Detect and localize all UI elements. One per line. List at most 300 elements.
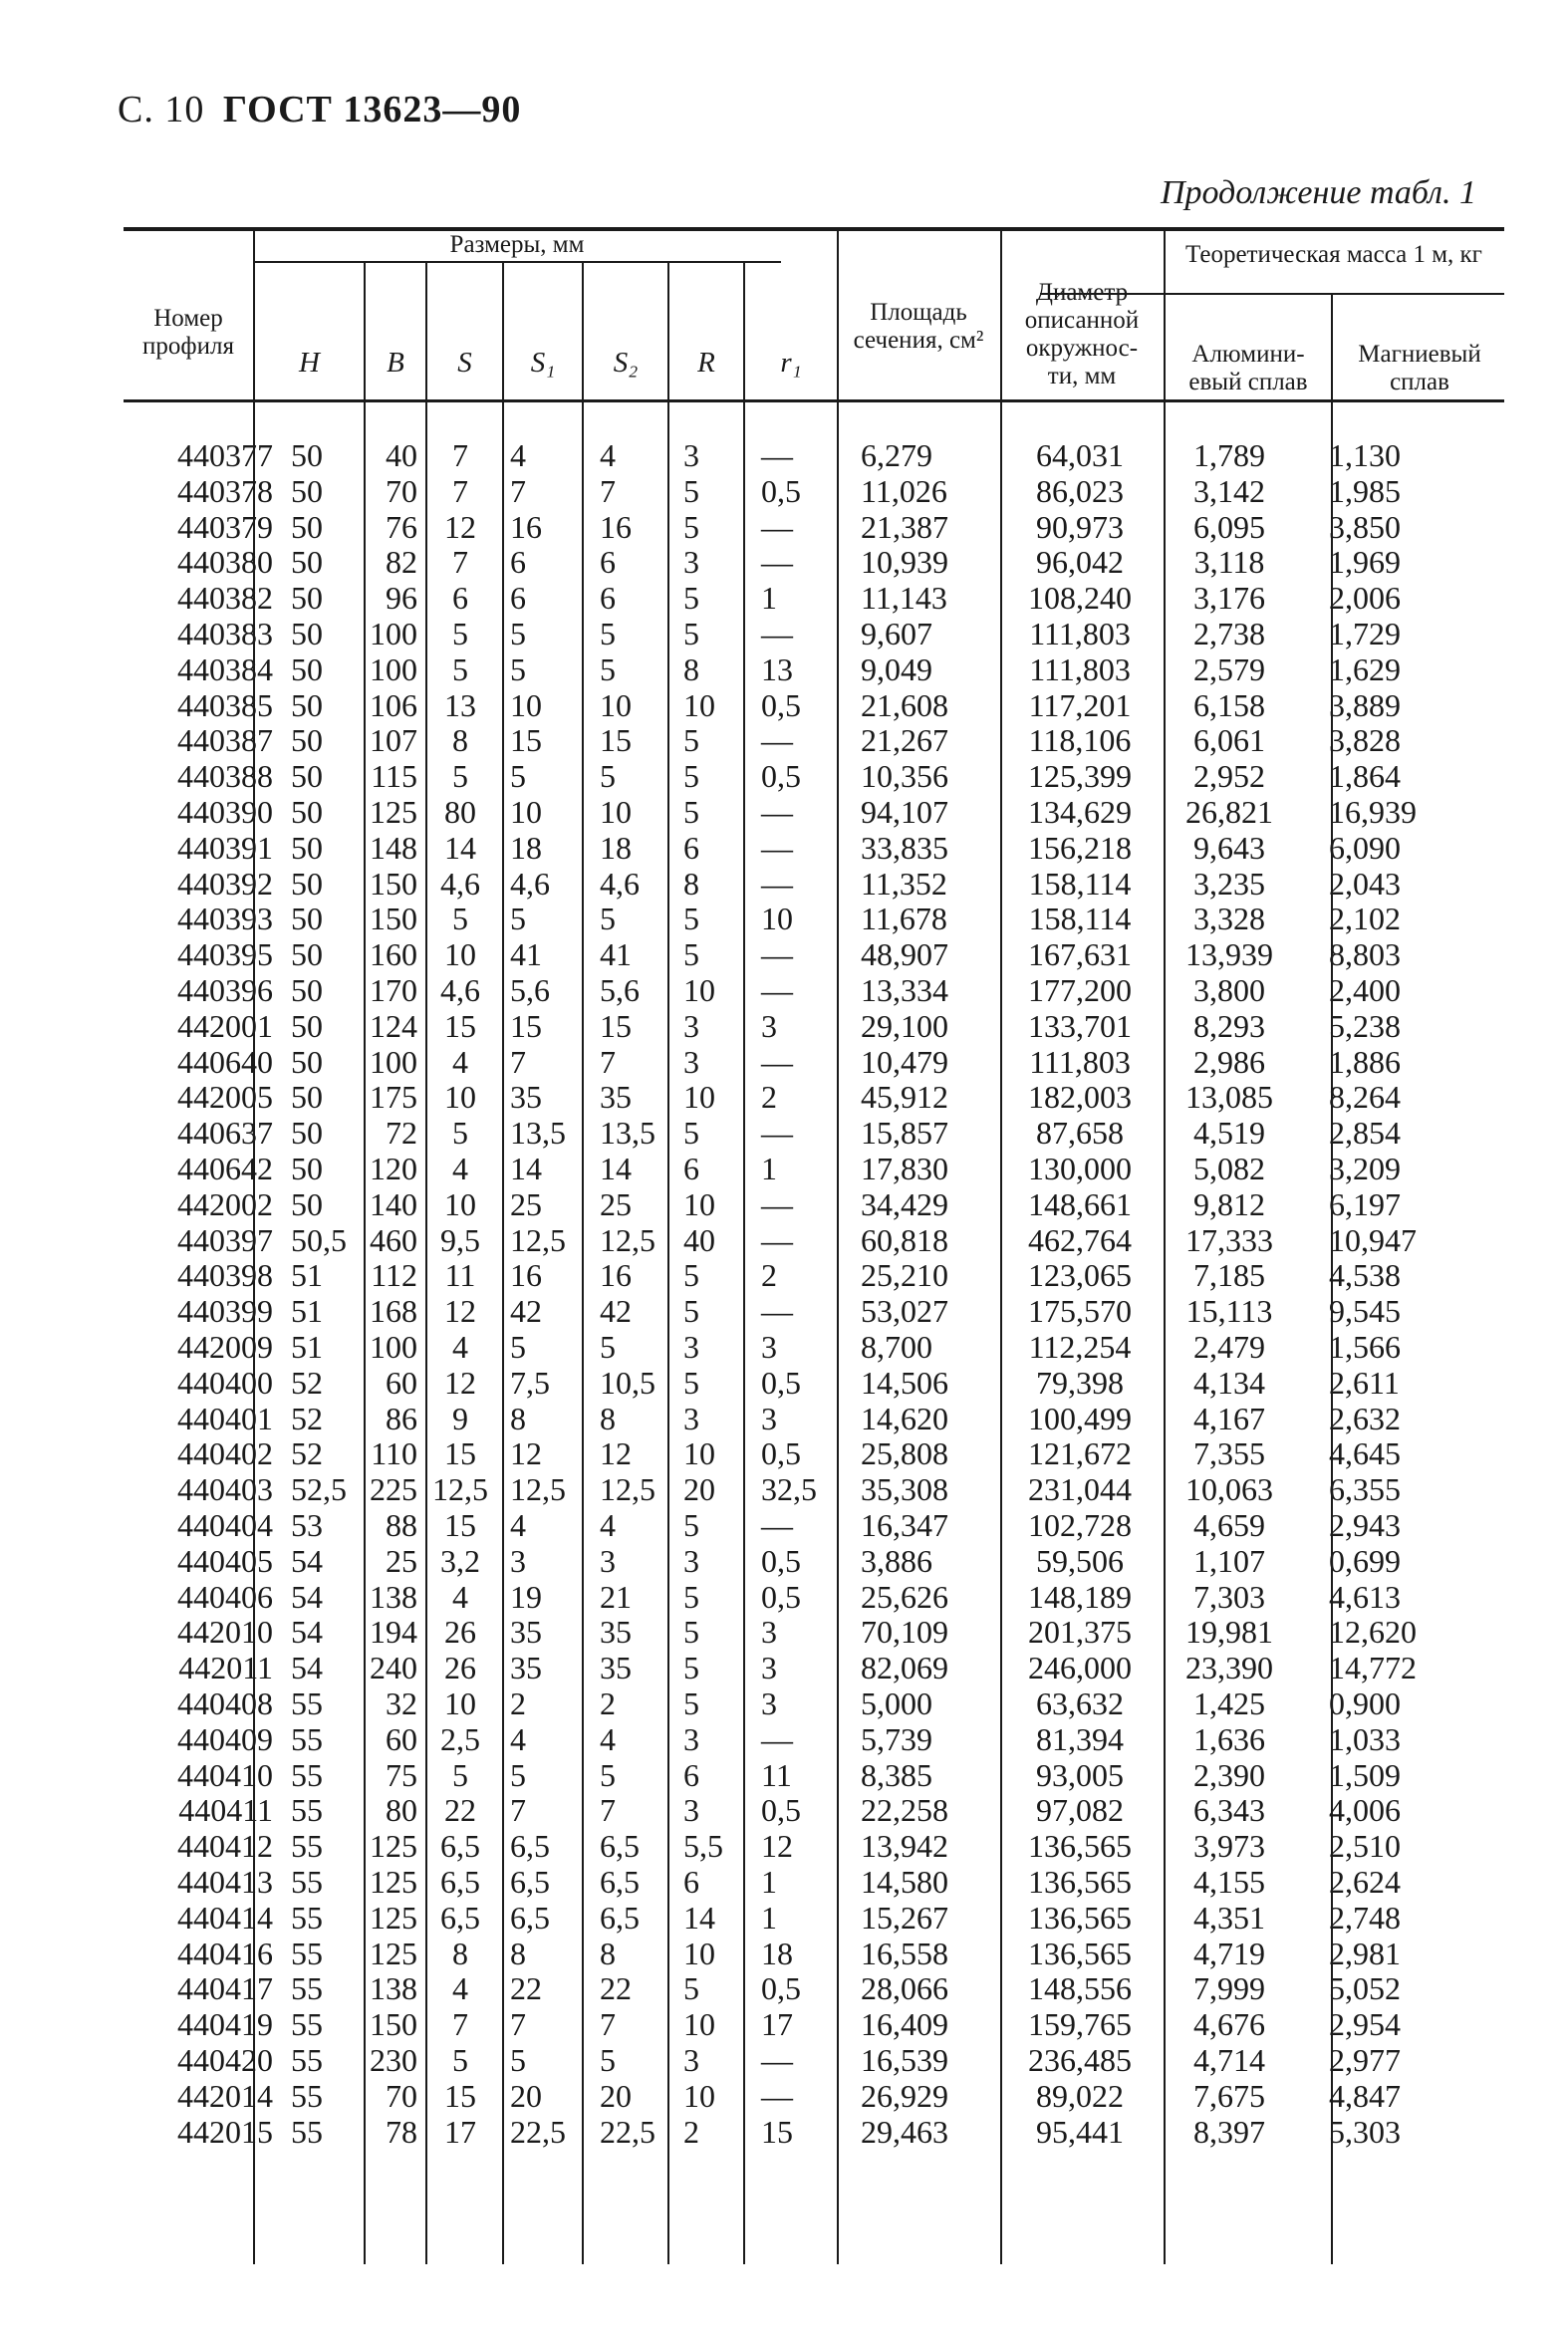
cell-s2: 10: [600, 794, 632, 830]
profile-number: 440401: [177, 1400, 273, 1436]
cell-s1: 3: [510, 1542, 526, 1579]
cell-s2: 22: [600, 1970, 632, 2007]
cell-r: 5: [683, 1364, 699, 1401]
cell-r1: —: [761, 544, 793, 581]
cell-r: 5: [683, 1115, 699, 1152]
cell-h: 55: [291, 1970, 323, 2007]
cell-s: 6,5: [440, 1828, 480, 1865]
cell-mass-magnesium: 10,947: [1329, 1221, 1417, 1258]
profile-number: 440414: [177, 1899, 273, 1936]
cell-mass-aluminum: 19,981: [1185, 1614, 1273, 1651]
cell-h: 50: [291, 936, 323, 973]
cell-r: 10: [683, 1935, 715, 1971]
cell-diameter: 86,023: [1036, 472, 1124, 509]
cell-r: 3: [683, 2042, 699, 2078]
header-H: H: [299, 347, 320, 379]
cell-diameter: 134,629: [1028, 794, 1132, 830]
cell-diameter: 87,658: [1036, 1115, 1124, 1152]
cell-s: 26: [444, 1614, 476, 1651]
cell-s2: 7: [600, 1043, 616, 1080]
cell-h: 53: [291, 1507, 323, 1543]
cell-h: 50: [291, 758, 323, 795]
cell-s2: 18: [600, 829, 632, 866]
cell-diameter: 102,728: [1028, 1507, 1132, 1543]
header-aluminum: Алюмини- евый сплав: [1188, 341, 1308, 395]
cell-mass-magnesium: 1,985: [1329, 472, 1401, 509]
cell-diameter: 64,031: [1036, 437, 1124, 473]
cell-r: 20: [683, 1471, 715, 1508]
cell-mass-magnesium: 4,538: [1329, 1257, 1401, 1294]
table-row: [124, 795, 1504, 831]
cell-diameter: 236,485: [1028, 2042, 1132, 2078]
cell-r: 3: [683, 1542, 699, 1579]
table-row: [124, 1436, 1504, 1472]
cell-s2: 4: [600, 1507, 616, 1543]
cell-s1: 5: [510, 758, 526, 795]
cell-mass-aluminum: 1,425: [1193, 1685, 1265, 1721]
cell-s: 6: [452, 580, 468, 617]
table-row: [124, 1971, 1504, 2007]
cell-h: 50: [291, 794, 323, 830]
cell-b: 106: [370, 686, 417, 723]
cell-r: 5: [683, 1685, 699, 1721]
cell-area: 60,818: [861, 1221, 948, 1258]
cell-s1: 13,5: [510, 1115, 566, 1152]
cell-s2: 5,6: [600, 972, 640, 1008]
header-r1: r₁: [780, 347, 802, 379]
table-row: [124, 831, 1504, 867]
cell-mass-magnesium: 1,864: [1329, 758, 1401, 795]
profile-number: 440399: [177, 1293, 273, 1330]
cell-b: 125: [370, 1899, 417, 1936]
cell-b: 100: [370, 616, 417, 651]
cell-area: 10,479: [861, 1043, 948, 1080]
cell-r: 6: [683, 1864, 699, 1900]
cell-r1: 17: [761, 2006, 793, 2043]
cell-r: 5: [683, 1614, 699, 1651]
cell-s1: 4: [510, 1507, 526, 1543]
cell-h: 50: [291, 901, 323, 937]
cell-mass-magnesium: 3,209: [1329, 1151, 1401, 1186]
profile-number: 440419: [177, 2006, 273, 2043]
cell-b: 100: [370, 1329, 417, 1365]
table-row: [124, 1544, 1504, 1580]
cell-h: 55: [291, 1685, 323, 1721]
cell-b: 125: [370, 1935, 417, 1971]
cell-b: 70: [386, 472, 417, 509]
cell-mass-magnesium: 1,130: [1329, 437, 1401, 473]
cell-mass-aluminum: 7,355: [1193, 1435, 1265, 1472]
cell-b: 175: [370, 1079, 417, 1116]
table-row: [124, 1937, 1504, 1972]
cell-r1: —: [761, 1720, 793, 1757]
table-row: [124, 1722, 1504, 1758]
cell-area: 28,066: [861, 1970, 948, 2007]
cell-area: 15,267: [861, 1899, 948, 1936]
cell-b: 60: [386, 1364, 417, 1401]
cell-s2: 5: [600, 616, 616, 651]
cell-mass-aluminum: 2,952: [1193, 758, 1265, 795]
cell-diameter: 89,022: [1036, 2077, 1124, 2114]
cell-mass-aluminum: 3,973: [1193, 1828, 1265, 1865]
cell-s2: 25: [600, 1185, 632, 1222]
cell-h: 55: [291, 2006, 323, 2043]
cell-s1: 22,5: [510, 2113, 566, 2150]
cell-area: 11,143: [861, 580, 947, 617]
cell-s1: 5,6: [510, 972, 550, 1008]
cell-mass-magnesium: 2,043: [1329, 865, 1401, 902]
cell-s2: 5: [600, 758, 616, 795]
header-dimensions: Размеры, мм: [449, 231, 585, 258]
cell-s1: 4: [510, 437, 526, 473]
cell-s1: 7: [510, 1792, 526, 1829]
cell-s1: 5: [510, 901, 526, 937]
cell-b: 100: [370, 650, 417, 687]
cell-r: 5: [683, 508, 699, 545]
cell-mass-magnesium: 2,748: [1329, 1899, 1401, 1936]
cell-s: 4,6: [440, 972, 480, 1008]
cell-area: 48,907: [861, 936, 948, 973]
cell-s2: 6,5: [600, 1899, 640, 1936]
cell-diameter: 133,701: [1028, 1007, 1132, 1044]
cell-s2: 7: [600, 1792, 616, 1829]
cell-diameter: 182,003: [1028, 1079, 1132, 1116]
cell-s: 14: [444, 829, 476, 866]
cell-s1: 10: [510, 686, 542, 723]
cell-mass-magnesium: 9,545: [1329, 1293, 1401, 1330]
cell-r: 10: [683, 2077, 715, 2114]
cell-s2: 10,5: [600, 1364, 655, 1401]
profile-number: 440420: [177, 2042, 273, 2078]
cell-mass-magnesium: 1,566: [1329, 1329, 1401, 1365]
cell-r: 5: [683, 722, 699, 759]
cell-h: 55: [291, 2042, 323, 2078]
cell-h: 50: [291, 544, 323, 581]
table-row: [124, 1758, 1504, 1794]
cell-r1: 3: [761, 1400, 777, 1436]
cell-area: 29,463: [861, 2113, 948, 2150]
cell-mass-aluminum: 4,676: [1193, 2006, 1265, 2043]
cell-mass-magnesium: 2,632: [1329, 1400, 1401, 1436]
cell-mass-magnesium: 12,620: [1329, 1614, 1417, 1651]
table-row: [124, 759, 1504, 795]
cell-area: 82,069: [861, 1650, 948, 1686]
page-number: С. 10: [118, 89, 205, 130]
table-row: [124, 688, 1504, 724]
cell-h: 54: [291, 1614, 323, 1651]
cell-s2: 15: [600, 722, 632, 759]
profile-number: 440391: [177, 829, 273, 866]
cell-area: 10,939: [861, 544, 948, 581]
cell-b: 96: [386, 580, 417, 617]
cell-mass-magnesium: 2,611: [1329, 1364, 1400, 1401]
cell-s2: 16: [600, 1257, 632, 1294]
header-mass: Теоретическая масса 1 м, кг: [1185, 241, 1482, 268]
cell-h: 51: [291, 1293, 323, 1330]
cell-s2: 16: [600, 508, 632, 545]
cell-b: 150: [370, 2006, 417, 2043]
cell-mass-aluminum: 3,142: [1193, 472, 1265, 509]
cell-diameter: 201,375: [1028, 1614, 1132, 1651]
cell-mass-magnesium: 16,939: [1329, 794, 1417, 830]
cell-mass-magnesium: 8,264: [1329, 1079, 1401, 1116]
cell-b: 86: [386, 1400, 417, 1436]
cell-s1: 12,5: [510, 1471, 566, 1508]
cell-s1: 19: [510, 1578, 542, 1615]
cell-r1: —: [761, 1043, 793, 1080]
cell-mass-magnesium: 2,510: [1329, 1828, 1401, 1865]
profile-number: 440384: [177, 650, 273, 687]
cell-r1: 1: [761, 580, 777, 617]
cell-r: 10: [683, 2006, 715, 2043]
cell-b: 25: [386, 1542, 417, 1579]
cell-r: 5: [683, 580, 699, 617]
cell-s1: 6: [510, 544, 526, 581]
cell-r1: 15: [761, 2113, 793, 2150]
cell-s2: 8: [600, 1935, 616, 1971]
cell-s: 5: [452, 1756, 468, 1793]
table-row: [124, 510, 1504, 546]
cell-b: 115: [371, 758, 417, 795]
cell-s: 4: [452, 1151, 468, 1186]
cell-r1: —: [761, 1293, 793, 1330]
cell-s2: 4: [600, 1720, 616, 1757]
cell-diameter: 148,556: [1028, 1970, 1132, 2007]
cell-diameter: 93,005: [1036, 1756, 1124, 1793]
cell-h: 52: [291, 1364, 323, 1401]
profile-number: 440400: [177, 1364, 273, 1401]
cell-area: 34,429: [861, 1185, 948, 1222]
cell-r1: 0,5: [761, 1435, 801, 1472]
cell-diameter: 79,398: [1036, 1364, 1124, 1401]
cell-b: 120: [370, 1151, 417, 1186]
cell-b: 75: [386, 1756, 417, 1793]
cell-s2: 5: [600, 1329, 616, 1365]
cell-b: 107: [370, 722, 417, 759]
cell-mass-aluminum: 7,303: [1193, 1578, 1265, 1615]
cell-r: 3: [683, 1043, 699, 1080]
cell-s2: 35: [600, 1614, 632, 1651]
cell-r: 5: [683, 794, 699, 830]
cell-diameter: 97,082: [1036, 1792, 1124, 1829]
cell-s: 3,2: [440, 1542, 480, 1579]
cell-mass-aluminum: 9,812: [1193, 1185, 1265, 1222]
cell-b: 100: [370, 1043, 417, 1080]
cell-mass-aluminum: 2,986: [1193, 1043, 1265, 1080]
cell-s1: 5: [510, 2042, 526, 2078]
profile-number: 440403: [177, 1471, 273, 1508]
cell-s1: 10: [510, 794, 542, 830]
cell-diameter: 111,803: [1029, 616, 1131, 651]
cell-b: 170: [370, 972, 417, 1008]
cell-s: 8: [452, 1935, 468, 1971]
cell-mass-aluminum: 2,738: [1193, 616, 1265, 651]
cell-s1: 6: [510, 580, 526, 617]
cell-h: 54: [291, 1650, 323, 1686]
cell-h: 50: [291, 865, 323, 902]
cell-s2: 7: [600, 472, 616, 509]
cell-area: 6,279: [861, 437, 932, 473]
cell-r1: —: [761, 794, 793, 830]
profile-number: 440404: [177, 1507, 273, 1543]
table-row: [124, 1686, 1504, 1722]
cell-s1: 14: [510, 1151, 542, 1186]
cell-r: 6: [683, 1756, 699, 1793]
cell-mass-magnesium: 2,400: [1329, 972, 1401, 1008]
cell-s2: 7: [600, 2006, 616, 2043]
profile-number: 442009: [177, 1329, 273, 1365]
profile-number: 440396: [177, 972, 273, 1008]
cell-s2: 22,5: [600, 2113, 655, 2150]
cell-r: 5: [683, 758, 699, 795]
cell-r1: 0,5: [761, 686, 801, 723]
profile-number: 440413: [177, 1864, 273, 1900]
cell-mass-magnesium: 2,854: [1329, 1115, 1401, 1152]
cell-s: 12,5: [432, 1471, 488, 1508]
cell-s2: 12: [600, 1435, 632, 1472]
cell-b: 140: [370, 1185, 417, 1222]
cell-h: 50: [291, 972, 323, 1008]
cell-area: 9,607: [861, 616, 932, 651]
cell-s: 4: [452, 1578, 468, 1615]
cell-mass-magnesium: 2,102: [1329, 901, 1401, 937]
profile-number: 440417: [177, 1970, 273, 2007]
cell-diameter: 96,042: [1036, 544, 1124, 581]
cell-diameter: 108,240: [1028, 580, 1132, 617]
cell-diameter: 159,765: [1028, 2006, 1132, 2043]
cell-s: 15: [444, 1007, 476, 1044]
cell-s: 15: [444, 1435, 476, 1472]
profile-number: 442001: [177, 1007, 273, 1044]
cell-r1: 10: [761, 901, 793, 937]
cell-r1: 3: [761, 1650, 777, 1686]
cell-area: 14,620: [861, 1400, 948, 1436]
table-row: [124, 652, 1504, 688]
cell-diameter: 136,565: [1028, 1899, 1132, 1936]
cell-s: 7: [452, 2006, 468, 2043]
cell-s2: 42: [600, 1293, 632, 1330]
cell-h: 55: [291, 1828, 323, 1865]
cell-mass-magnesium: 6,197: [1329, 1185, 1401, 1222]
cell-mass-aluminum: 7,185: [1193, 1257, 1265, 1294]
cell-b: 150: [370, 901, 417, 937]
cell-r1: 0,5: [761, 1542, 801, 1579]
cell-s: 13: [444, 686, 476, 723]
cell-diameter: 123,065: [1028, 1257, 1132, 1294]
cell-s2: 5: [600, 650, 616, 687]
cell-mass-aluminum: 1,636: [1193, 1720, 1265, 1757]
cell-s1: 42: [510, 1293, 542, 1330]
cell-mass-aluminum: 3,118: [1193, 544, 1265, 581]
cell-r: 8: [683, 865, 699, 902]
cell-s1: 15: [510, 1007, 542, 1044]
profile-number: 440411: [178, 1792, 273, 1829]
cell-r1: —: [761, 1185, 793, 1222]
cell-r1: —: [761, 2077, 793, 2114]
profile-number: 440377: [177, 437, 273, 473]
cell-b: 148: [370, 829, 417, 866]
cell-r1: 32,5: [761, 1471, 817, 1508]
cell-r1: —: [761, 865, 793, 902]
cell-mass-magnesium: 2,954: [1329, 2006, 1401, 2043]
profile-number: 442005: [177, 1079, 273, 1116]
cell-r: 10: [683, 1435, 715, 1472]
cell-s2: 13,5: [600, 1115, 655, 1152]
cell-b: 150: [370, 865, 417, 902]
cell-s: 17: [444, 2113, 476, 2150]
table-row: [124, 723, 1504, 759]
cell-s: 12: [444, 1364, 476, 1401]
cell-s: 5: [452, 2042, 468, 2078]
cell-diameter: 148,661: [1028, 1185, 1132, 1222]
cell-s1: 35: [510, 1614, 542, 1651]
cell-h: 55: [291, 1935, 323, 1971]
cell-diameter: 136,565: [1028, 1828, 1132, 1865]
cell-s: 4: [452, 1329, 468, 1365]
cell-s2: 5: [600, 901, 616, 937]
cell-s2: 5: [600, 2042, 616, 2078]
cell-h: 50: [291, 1043, 323, 1080]
cell-diameter: 231,044: [1028, 1471, 1132, 1508]
table-row: [124, 2007, 1504, 2043]
cell-r1: —: [761, 437, 793, 473]
profile-number: 440398: [177, 1257, 273, 1294]
cell-s2: 35: [600, 1650, 632, 1686]
cell-s2: 20: [600, 2077, 632, 2114]
table-row: [124, 1152, 1504, 1187]
cell-b: 225: [370, 1471, 417, 1508]
cell-diameter: 246,000: [1028, 1650, 1132, 1686]
table-row: [124, 867, 1504, 903]
cell-mass-aluminum: 10,063: [1185, 1471, 1273, 1508]
cell-h: 52: [291, 1435, 323, 1472]
cell-s1: 6,5: [510, 1828, 550, 1865]
table-row: [124, 1116, 1504, 1152]
cell-b: 125: [370, 794, 417, 830]
cell-mass-aluminum: 4,134: [1193, 1364, 1265, 1401]
cell-r1: —: [761, 936, 793, 973]
cell-s: 4: [452, 1043, 468, 1080]
cell-s1: 16: [510, 1257, 542, 1294]
cell-s1: 5: [510, 1329, 526, 1365]
cell-mass-magnesium: 1,033: [1329, 1720, 1401, 1757]
cell-b: 80: [386, 1792, 417, 1829]
profile-number: 440378: [177, 472, 273, 509]
cell-r: 3: [683, 1720, 699, 1757]
cell-mass-aluminum: 4,719: [1193, 1935, 1265, 1971]
cell-r: 5,5: [683, 1828, 723, 1865]
table-row: [124, 1294, 1504, 1330]
cell-diameter: 81,394: [1036, 1720, 1124, 1757]
profile-number: 440637: [177, 1115, 273, 1152]
cell-mass-aluminum: 3,176: [1193, 580, 1265, 617]
cell-s1: 22: [510, 1970, 542, 2007]
cell-area: 5,739: [861, 1720, 932, 1757]
cell-area: 16,558: [861, 1935, 948, 1971]
profile-number: 440642: [177, 1151, 273, 1186]
cell-diameter: 158,114: [1028, 865, 1132, 902]
cell-h: 51: [291, 1329, 323, 1365]
cell-r: 5: [683, 1257, 699, 1294]
cell-h: 50: [291, 686, 323, 723]
cell-mass-aluminum: 2,579: [1193, 650, 1265, 687]
cell-s1: 7,5: [510, 1364, 550, 1401]
cell-mass-aluminum: 7,675: [1193, 2077, 1265, 2114]
cell-area: 25,626: [861, 1578, 948, 1615]
cell-mass-aluminum: 3,328: [1193, 901, 1265, 937]
cell-area: 45,912: [861, 1079, 948, 1116]
cell-h: 50: [291, 580, 323, 617]
